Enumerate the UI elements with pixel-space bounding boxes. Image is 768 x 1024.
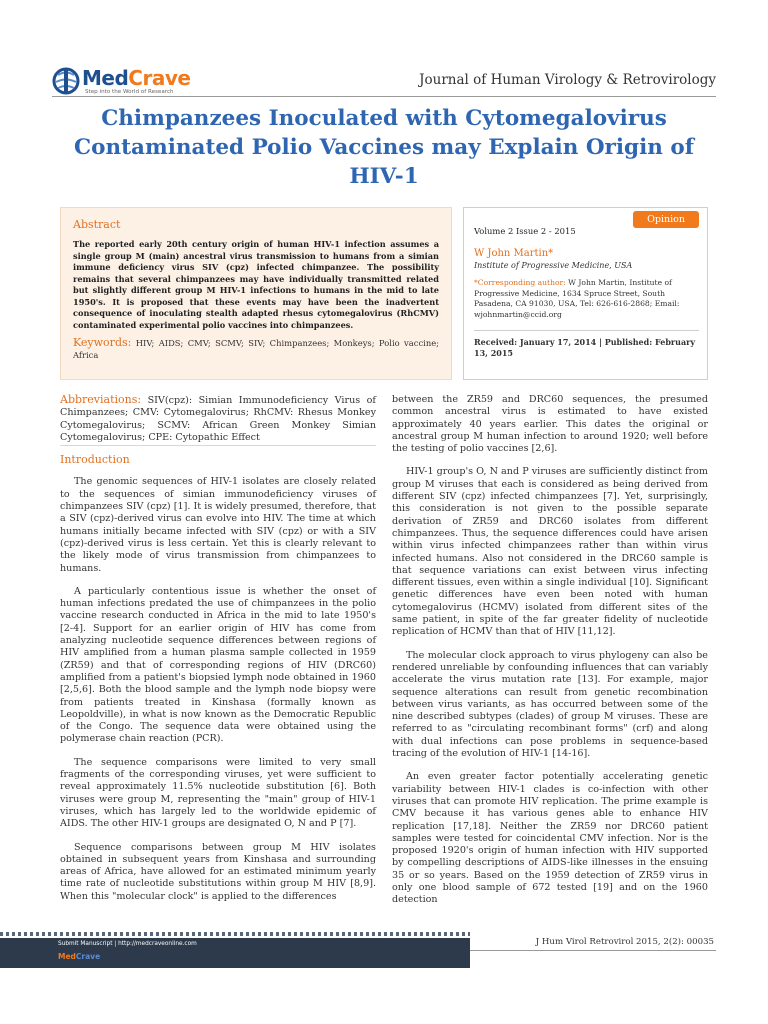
globe-logo-icon [52,66,80,96]
submit-manuscript-link[interactable]: Submit Manuscript | http://medcraveonline.com [58,941,197,947]
footer-logo [58,952,100,961]
medcrave-logo[interactable] [52,66,222,100]
section-divider [60,445,376,446]
keywords-text: HIV; AIDS; CMV; SCMV; SIV; Chimpanzees; Monkeys; Polio vaccine; Africa [73,338,439,360]
paragraph: Sequence comparisons between group M HIV isolates obtained in subsequent years from Kinshasa and surrounding areas of Africa, have allowed for an estimated minimum yearly time rate of nucleotide substitutions within group M HIV [8,9]. When this "molecular clock" is applied to the differences [60,841,376,902]
abstract-heading: Abstract [73,218,121,231]
footer-logo-accent: Crave [75,952,101,961]
logo-accent: Crave [128,66,191,90]
abstract-box [60,207,452,380]
dates: Received: January 17, 2014 | Published: February 13, 2015 [474,330,699,358]
corresponding-author [474,278,699,320]
volume-issue: Volume 2 Issue 2 - 2015 [474,226,576,236]
corresponding-label: *Corresponding author: [474,278,566,287]
footer-rule [470,950,716,951]
received-label: Received: [474,337,518,347]
corresponding-text[interactable]: W John Martin, Institute of Progressive Medicine, 1634 Spruce Street, South Pasadena, CA 91030, USA, Tel: 626-616-2868; Email: wjohnmartin@ccid.org [474,278,680,319]
keywords-label: Keywords: [73,336,132,349]
abstract-text: The reported early 20th century origin of human HIV-1 infection assumes a single group M (main) ancestral virus transmission to humans from a simian immune deficiency virus SIV (cpz) infected chimpanzee. The possibility remains that several chimpanzees may have individually transmitted related but slightly different group M HIV-1 infections to humans in the mid to late 1950's. It is proposed that these events may have been the inadvertent consequence of inoculating stealth adapted rhesus cytomegalovirus (RhCMV) contaminated experimental polio vaccines into chimpanzees. [73,239,439,330]
abbreviations [60,394,376,444]
article-title: Chimpanzees Inoculated with Cytomegalovirus Contaminated Polio Vaccines may Explain Origin of HIV-1 [74,106,694,189]
citation: J Hum Virol Retrovirol 2015, 2(2): 00035 [535,937,714,947]
paragraph: The genomic sequences of HIV-1 isolates are closely related to the sequences of simian immunodeficiency viruses of chimpanzees SIV (cpz) [1]. It is widely presumed, therefore, that a SIV (cpz)-derived virus can evolve into HIV. The time at which humans initially became infected with SIV (cpz) or with a SIV (cpz)-derived virus is less certain. Yet this is clearly relevant to the likely mode of virus transmission from chimpanzees to humans. [60,476,376,574]
left-column [60,394,376,903]
article-type-badge: Opinion [633,211,699,228]
paragraph: The molecular clock approach to virus phylogeny can also be rendered unreliable by confounding influences that can variably accelerate the virus mutation rate [13]. For example, major sequence alterations can result from genetic recombination between virus variants, as has occurred between some of the nine described subtypes (clades) of group M viruses. These are referred to as "circulating recombinant forms" (crf) and along with dual infections can pose problems in sequence-based tracing of the evolution of HIV-1 [14-16]. [392,649,708,760]
intro-heading: Introduction [60,453,130,467]
author-affiliation: Institute of Progressive Medicine, USA [474,261,633,270]
abbreviations-text: SIV(cpz): Simian Immunodeficiency Virus of Chimpanzees; CMV: Cytomegalovirus; RhCMV: Rhesus Monkey Cytomegalovirus; SCMV: African Green Monkey Simian Cytomegalovirus; CPE: Cytopathic Effect [60,395,376,443]
published-date: February 13, 2015 [474,337,695,358]
journal-name: Journal of Human Virology & Retrovirology [419,72,716,88]
article-info-box [463,207,708,380]
footer-logo-main: Med [58,952,76,961]
logo-wordmark [82,66,190,90]
paragraph: The sequence comparisons were limited to very small fragments of the corresponding viruses, yet were sufficient to reveal approximately 11.5% nucleotide substitution [6]. Both viruses were group M, representing the "main" group of HIV-1 viruses, which has largely led to the worldwide epidemic of AIDS. The other HIV-1 groups are designated O, N and P [7]. [60,756,376,830]
paragraph: An even greater factor potentially accelerating genetic variability between HIV-1 clades is co-infection with other viruses that can promote HIV replication. The prime example is CMV because it has various genes able to enhance HIV replication [17,18]. Neither the ZR59 nor DRC60 patient samples were tested for coincidental CMV infection. Nor is the proposed 1920's origin of human infection with HIV supported by compelling descriptions of AIDS-like illnesses in the ensuing 35 or so years. Based on the 1959 detection of ZR59 virus in only one blood sample of 672 tested [19] and on the 1960 detection [392,771,708,906]
header-rule [52,96,716,97]
keywords [73,337,439,361]
logo-main: Med [82,66,129,90]
paragraph: A particularly contentious issue is whether the onset of human infections predated the use of chimpanzees in the polio vaccine research conducted in Africa in the mid to late 1950's [2-4]. Support for an earlier origin of HIV has come from analyzing nucleotide sequence differences between regions of HIV amplified from a human plasma sample collected in 1959 (ZR59) and that of corresponding regions of HIV (DRC60) amplified from a patient's biopsied lymph node obtained in 1960 [2,5,6]. Both the blood sample and the lymph node biopsy were from patients treated in Kinshasa (formally known as Leopoldville), in what is now known as the Democratic Republic of the Congo. The sequence data were obtained using the polymerase chain reaction (PCR). [60,585,376,745]
author-name[interactable]: W John Martin* [474,248,554,259]
abbreviations-label: Abbreviations: [60,393,142,406]
footer-band [0,938,470,968]
right-column [392,394,708,907]
paragraph: HIV-1 group's O, N and P viruses are sufficiently distinct from group M viruses that each is considered as being derived from different SIV (cpz) infected chimpanzees [7]. Yet, surprisingly, this consideration is not given to the possible separate derivation of ZR59 and DRC60 isolates from different chimpanzees. Thus, the sequence differences could have arisen within virus infected chimpanzees rather than within virus infected humans. Also not considered in the DRC60 sample is that sequence variations can exist between virus infecting different tissues, even within a single individual [10]. Significant genetic differences have even been noted with human cytomegalovirus (HCMV) isolated from different sites of the same patient, in spite of the far greater fidelity of nucleotide replication of HCMV than that of HIV [11,12]. [392,466,708,638]
paragraph: between the ZR59 and DRC60 sequences, the presumed common ancestral virus is estimated to have existed approximately 40 years earlier. This dates the original or ancestral group M human infection to around 1920; well before the testing of polio vaccines [2,6]. [392,394,708,455]
published-label: Published: [604,337,653,347]
logo-tagline: Step into the World of Research [85,89,174,95]
received-date: January 17, 2014 [519,337,597,347]
